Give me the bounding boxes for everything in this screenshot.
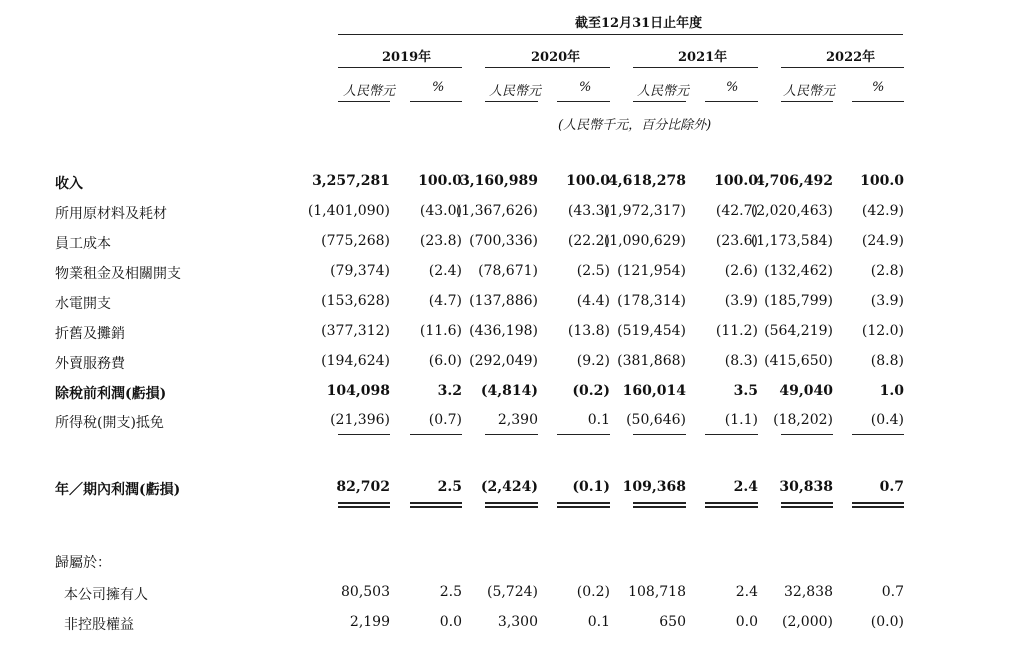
row-cell: (6.0) [428,353,462,369]
row-cell: (42.9) [861,203,904,219]
row-cell: (185,799) [764,293,833,309]
attribution-cell: 0.0 [735,614,758,630]
row-cell: (2.4) [428,263,462,279]
attribution-cell: (5,724) [486,584,538,600]
subtotal-rule [485,434,538,435]
row-cell: (50,646) [626,412,686,428]
unit-rule-2022-rmb [781,101,833,102]
attribution-cell: 2.4 [735,584,758,600]
subtotal-rule [852,434,904,435]
total-double-rule [781,502,833,508]
row-cell: 49,040 [779,383,833,399]
total-double-rule [705,502,758,508]
row-cell: 3.5 [733,383,758,399]
row-cell: (13.8) [567,323,610,339]
row-cell: (1,401,090) [307,203,390,219]
period-rule [338,34,903,35]
row-cell: (436,198) [469,323,538,339]
row-cell: (78,671) [478,263,538,279]
attribution-cell: 108,718 [628,584,686,600]
row-label: 員工成本 [55,236,111,252]
row-cell: (3.9) [724,293,758,309]
row-cell: (11.6) [419,323,462,339]
attribution-cell: (2,000) [781,614,833,630]
subtotal-rule [557,434,610,435]
row-cell: (1,367,626) [455,203,538,219]
row-cell: (24.9) [861,233,904,249]
subtotal-rule [781,434,833,435]
row-cell: 100.0 [418,173,462,189]
row-cell: 1.0 [879,383,904,399]
unit-rule-2019-pct [410,101,462,102]
row-label: 所用原材料及耗材 [55,206,167,222]
row-cell: (22.2) [567,233,610,249]
row-cell: (21,396) [330,412,390,428]
row-cell: (700,336) [469,233,538,249]
year-rule-2022 [781,67,904,68]
attribution-cell: 3,300 [497,614,538,630]
row-cell: (775,268) [321,233,390,249]
row-cell: (0.7) [428,412,462,428]
row-cell: (415,650) [764,353,833,369]
row-label: 收入 [55,176,83,192]
row-cell: 0.1 [587,412,610,428]
row-cell: (42.7) [715,203,758,219]
row-cell: (4.7) [428,293,462,309]
unit-rule-2019-rmb [338,101,390,102]
row-cell: (0.4) [870,412,904,428]
unit-rmb-2022: 人民幣元 [783,84,836,99]
row-cell: (9.2) [576,353,610,369]
net-profit-cell: 30,838 [779,479,833,495]
row-label: 外賣服務費 [55,356,125,372]
row-cell: (11.2) [715,323,758,339]
year-2020: 2020年 [531,50,581,65]
row-cell: (292,049) [469,353,538,369]
row-cell: 3,160,989 [460,173,538,189]
attribution-label: 本公司擁有人 [64,587,148,603]
attribution-cell: (0.2) [576,584,610,600]
row-cell: 100.0 [860,173,904,189]
net-profit-cell: 2.4 [733,479,758,495]
subtotal-rule [705,434,758,435]
row-cell: 160,014 [622,383,686,399]
attribution-cell: 80,503 [341,584,390,600]
row-cell: (132,462) [764,263,833,279]
unit-rule-2021-rmb [633,101,686,102]
unit-pct-2022: % [872,80,885,95]
attribution-cell: 32,838 [784,584,833,600]
year-rule-2019 [338,67,462,68]
row-cell: 104,098 [326,383,390,399]
row-cell: 100.0 [566,173,610,189]
unit-rmb-2021: 人民幣元 [637,84,690,99]
total-double-rule [557,502,610,508]
unit-pct-2021: % [726,80,739,95]
row-cell: 4,618,278 [608,173,686,189]
row-cell: (178,314) [617,293,686,309]
row-cell: (18,202) [773,412,833,428]
row-cell: (2.8) [870,263,904,279]
row-label: 所得稅(開支)抵免 [55,415,164,431]
unit-note: (人民幣千元，百分比除外) [558,118,712,133]
unit-rule-2020-rmb [485,101,538,102]
total-double-rule [852,502,904,508]
total-double-rule [338,502,390,508]
row-cell: (4.4) [576,293,610,309]
row-cell: (194,624) [321,353,390,369]
period-title: 截至12月31日止年度 [575,16,703,31]
attribution-cell: 0.0 [439,614,462,630]
subtotal-rule [338,434,390,435]
unit-rule-2022-pct [852,101,904,102]
unit-pct-2019: % [432,80,445,95]
row-cell: (564,219) [764,323,833,339]
unit-rmb-2020: 人民幣元 [489,84,542,99]
row-label: 物業租金及相關開支 [55,266,181,282]
row-cell: (43.3) [567,203,610,219]
row-cell: (23.8) [419,233,462,249]
year-2021: 2021年 [678,50,728,65]
net-profit-cell: (2,424) [480,479,538,495]
row-cell: (4,814) [480,383,538,399]
row-cell: (2,020,463) [750,203,833,219]
year-2022: 2022年 [826,50,876,65]
attribution-cell: 0.7 [881,584,904,600]
year-rule-2020 [485,67,610,68]
row-cell: 2,390 [497,412,538,428]
row-cell: (377,312) [321,323,390,339]
net-profit-cell: 109,368 [622,479,686,495]
row-cell: 3,257,281 [312,173,390,189]
unit-rmb-2019: 人民幣元 [343,84,396,99]
net-profit-label: 年／期內利潤(虧損) [55,482,181,498]
subtotal-rule [410,434,462,435]
unit-rule-2021-pct [705,101,758,102]
subtotal-rule [633,434,686,435]
year-2019: 2019年 [382,50,432,65]
attribution-cell: 0.1 [587,614,610,630]
row-cell: (2.5) [576,263,610,279]
row-cell: (1,173,584) [750,233,833,249]
row-cell: (1,090,629) [603,233,686,249]
row-cell: (23.6) [715,233,758,249]
attribution-cell: (0.0) [870,614,904,630]
row-cell: (381,868) [617,353,686,369]
row-label: 折舊及攤銷 [55,326,125,342]
net-profit-cell: 2.5 [437,479,462,495]
row-cell: (2.6) [724,263,758,279]
row-cell: (8.8) [870,353,904,369]
row-label: 除稅前利潤(虧損) [55,386,167,402]
row-cell: (79,374) [330,263,390,279]
row-cell: (1.1) [724,412,758,428]
net-profit-cell: (0.1) [572,479,610,495]
row-label: 水電開支 [55,296,111,312]
attribution-cell: 2,199 [349,614,390,630]
row-cell: (137,886) [469,293,538,309]
row-cell: (121,954) [617,263,686,279]
attribution-label: 非控股權益 [64,617,134,633]
row-cell: 4,706,492 [755,173,833,189]
row-cell: (12.0) [861,323,904,339]
row-cell: (43.0) [419,203,462,219]
row-cell: (1,972,317) [603,203,686,219]
total-double-rule [485,502,538,508]
row-cell: 100.0 [714,173,758,189]
total-double-rule [410,502,462,508]
net-profit-cell: 0.7 [879,479,904,495]
row-cell: (0.2) [572,383,610,399]
row-cell: 3.2 [437,383,462,399]
unit-rule-2020-pct [557,101,610,102]
row-cell: (519,454) [617,323,686,339]
unit-pct-2020: % [579,80,592,95]
attribution-cell: 2.5 [439,584,462,600]
total-double-rule [633,502,686,508]
net-profit-cell: 82,702 [336,479,390,495]
year-rule-2021 [633,67,758,68]
attribution-heading: 歸屬於： [55,555,111,571]
attribution-cell: 650 [659,614,686,630]
row-cell: (8.3) [724,353,758,369]
row-cell: (153,628) [321,293,390,309]
row-cell: (3.9) [870,293,904,309]
